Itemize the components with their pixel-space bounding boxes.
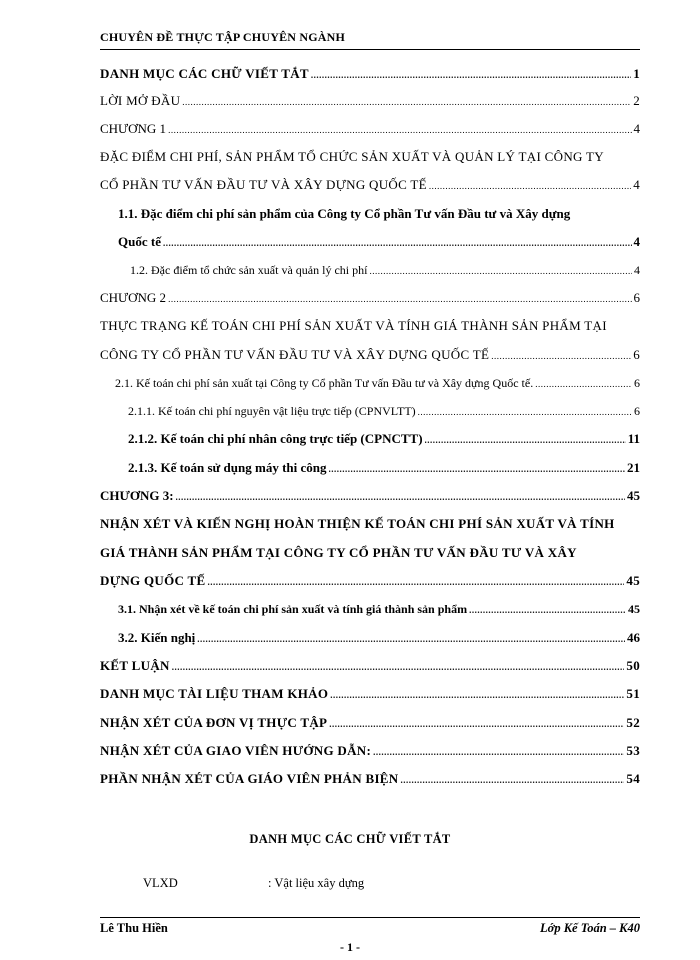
abbreviation-definition: : Vật liệu xây dựng — [268, 876, 365, 890]
toc-entry-introduction[interactable] — [100, 93, 640, 110]
toc-entry-supervisor-review[interactable] — [100, 743, 640, 760]
toc-entry-page: 6 — [633, 290, 640, 305]
toc-entry-critic-review[interactable] — [100, 771, 640, 788]
toc-entry-chapter-1-title-line1[interactable]: ĐẶC ĐIỂM CHI PHÍ, SẢN PHẨM TỔ CHỨC SẢN XUẤT VÀ QUẢN LÝ TẠI CÔNG TY — [100, 149, 604, 164]
header-title: CHUYÊN ĐỀ THỰC TẬP CHUYÊN NGÀNH — [100, 30, 345, 44]
toc-entry-title: NHẬN XÉT CỦA ĐƠN VỊ THỰC TẬP — [100, 715, 328, 730]
abbreviations-title: DANH MỤC CÁC CHỮ VIẾT TẮT — [249, 832, 451, 846]
toc-entry-chapter-3-title-line1[interactable]: NHẬN XÉT VÀ KIẾN NGHỊ HOÀN THIỆN KẾ TOÁN CHI PHÍ SẢN XUẤT VÀ TÍNH — [100, 516, 615, 531]
toc-entry-abbreviations[interactable] — [100, 66, 640, 83]
toc-entry-page: 6 — [634, 404, 640, 418]
toc-entry-chapter-3[interactable] — [100, 488, 640, 505]
toc-entry-page: 45 — [627, 488, 640, 503]
header-rule — [100, 49, 640, 50]
toc-entry-title: 3.1. Nhận xét về kế toán chi phí sản xuất và tính giá thành sản phẩm — [118, 602, 468, 616]
toc-entry-page: 11 — [627, 431, 640, 446]
toc-entry-page: 4 — [633, 177, 640, 192]
page-number: - 1 - — [340, 940, 360, 954]
toc-entry-page: 6 — [634, 376, 640, 390]
toc-entry-page: 46 — [627, 630, 640, 645]
toc-entry-page: 51 — [626, 686, 640, 701]
toc-entry-2-1-1[interactable] — [128, 403, 640, 420]
toc-entry-1-1[interactable] — [118, 234, 640, 251]
toc-entry-2-1-3[interactable] — [128, 460, 640, 477]
toc-entry-title: 2.1.1. Kế toán chi phí nguyên vật liệu trực tiếp (CPNVLTT) — [128, 404, 416, 418]
toc-entry-title: Quốc tế — [118, 234, 161, 249]
toc-entry-title: CHƯƠNG 1 — [100, 121, 167, 136]
toc-entry-page: 1 — [633, 66, 640, 81]
toc-entry-title: KẾT LUẬN — [100, 658, 170, 673]
toc-entry-title: NHẬN XÉT CỦA GIAO VIÊN HƯỚNG DẪN: — [100, 743, 372, 758]
toc-entry-3-2[interactable] — [118, 630, 640, 647]
toc-entry-1-2[interactable] — [130, 262, 640, 279]
footer-author: Lê Thu Hiền — [100, 921, 168, 935]
toc-entry-page: 45 — [628, 602, 640, 616]
toc-entry-chapter-2-title[interactable] — [100, 347, 640, 364]
toc-entry-title: LỜI MỞ ĐẦU — [100, 93, 181, 108]
toc-entry-chapter-1-title[interactable] — [100, 177, 640, 194]
toc-entry-2-1-2[interactable] — [128, 431, 640, 448]
toc-entry-conclusion[interactable] — [100, 658, 640, 675]
toc-entry-page: 52 — [626, 715, 640, 730]
toc-entry-page: 54 — [626, 771, 640, 786]
toc-entry-page: 4 — [633, 234, 640, 249]
toc-entry-1-1-line1[interactable]: 1.1. Đặc điểm chi phí sản phẩm của Công ty Cổ phần Tư vấn Đầu tư và Xây dựng — [118, 206, 571, 221]
toc-entry-title: CHƯƠNG 3: — [100, 488, 174, 503]
toc-entry-page: 53 — [626, 743, 640, 758]
footer-class: Lớp Kế Toán – K40 — [539, 921, 640, 935]
footer-rule — [100, 917, 640, 918]
toc-entry-title: PHẦN NHẬN XÉT CỦA GIÁO VIÊN PHẢN BIỆN — [100, 771, 399, 786]
abbreviation-code: VLXD — [143, 876, 178, 890]
toc-entry-page: 4 — [634, 263, 640, 277]
toc-entry-references[interactable] — [100, 686, 640, 703]
toc-entry-title: 2.1. Kế toán chi phí sản xuất tại Công ty Cổ phần Tư vấn Đầu tư và Xây dựng Quốc tế. — [115, 376, 534, 390]
toc-entry-2-1[interactable] — [115, 375, 640, 392]
toc-entry-title: DANH MỤC CÁC CHỮ VIẾT TẮT — [100, 66, 309, 81]
toc-entry-title: DỰNG QUỐC TẾ — [100, 573, 206, 588]
toc-entry-title: 2.1.3. Kế toán sử dụng máy thi công — [128, 460, 327, 475]
toc-entry-chapter-1[interactable] — [100, 121, 640, 138]
toc-entry-chapter-2[interactable] — [100, 290, 640, 307]
toc-entry-title: 1.2. Đặc điểm tổ chức sản xuất và quản lý chi phí — [130, 263, 368, 277]
toc-entry-page: 50 — [626, 658, 640, 673]
toc-entry-chapter-3-title-line2[interactable]: GIÁ THÀNH SẢN PHẨM TẠI CÔNG TY CỔ PHẦN TƯ VẤN ĐẦU TƯ VÀ XÂY — [100, 545, 577, 560]
toc-entry-title: CHƯƠNG 2 — [100, 290, 167, 305]
toc-entry-page: 4 — [633, 121, 640, 136]
toc-entry-page: 21 — [627, 460, 640, 475]
toc-entry-title: CỔ PHẦN TƯ VẤN ĐẦU TƯ VÀ XÂY DỰNG QUỐC TẾ — [100, 177, 427, 192]
toc-entry-title: 2.1.2. Kế toán chi phí nhân công trực tiếp (CPNCTT) — [128, 431, 423, 446]
toc-entry-3-1[interactable] — [118, 601, 640, 618]
toc-entry-chapter-2-title-line1[interactable]: THỰC TRẠNG KẾ TOÁN CHI PHÍ SẢN XUẤT VÀ TÍNH GIÁ THÀNH SẢN PHẨM TẠI — [100, 318, 607, 333]
toc-entry-page: 6 — [633, 347, 640, 362]
toc-entry-title: DANH MỤC TÀI LIỆU THAM KHẢO — [100, 686, 329, 701]
toc-entry-internship-review[interactable] — [100, 715, 640, 732]
toc-entry-chapter-3-title[interactable] — [100, 573, 640, 590]
toc-entry-title: CÔNG TY CỔ PHẦN TƯ VẤN ĐẦU TƯ VÀ XÂY DỰNG QUỐC TẾ — [100, 347, 490, 362]
toc-entry-title: 3.2. Kiến nghị — [118, 630, 196, 645]
toc-entry-page: 45 — [626, 573, 640, 588]
toc-entry-page: 2 — [633, 93, 640, 108]
